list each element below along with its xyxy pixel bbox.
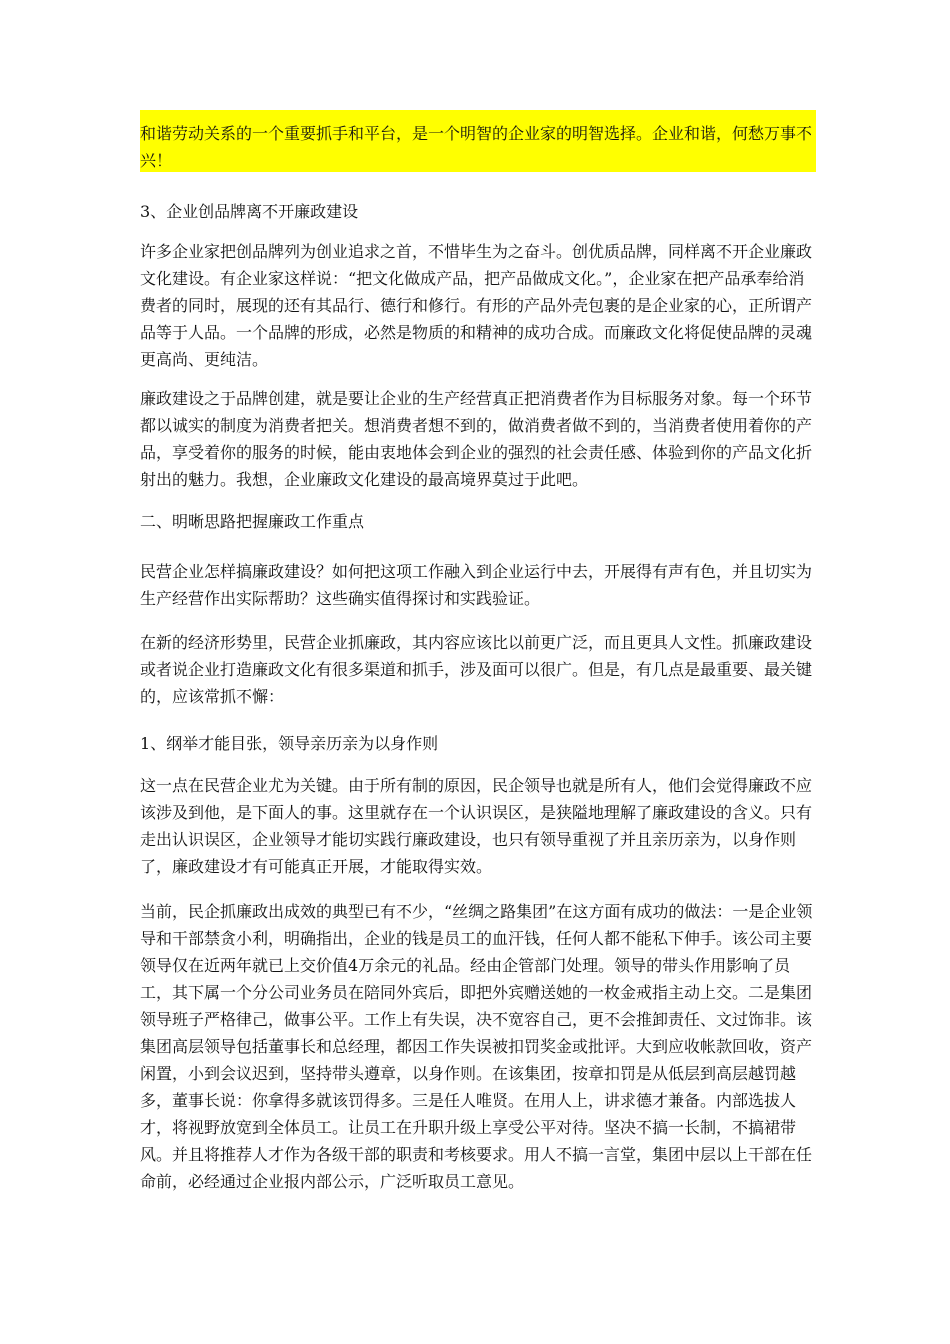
section-3-heading: 3、企业创品牌离不开廉政建设 <box>140 202 359 221</box>
paragraph-new-economic-situation: 在新的经济形势里，民营企业抓廉政，其内容应该比以前更广泛，而且更具人文性。抓廉政建设或者说企业打造廉政文化有很多渠道和抓手，涉及面可以很广。但是，有几点是最重要、最关键的，应该常抓不懈： <box>140 633 813 706</box>
section-2-heading: 二、明晰思路把握廉政工作重点 <box>140 512 365 531</box>
paragraph-private-enterprise-question: 民营企业怎样搞廉政建设？如何把这项工作融入到企业运行中去，开展得有声有色，并且切实为生产经营作出实际帮助？这些确实值得探讨和实践验证。 <box>140 562 813 608</box>
paragraph-consumer-service: 廉政建设之于品牌创建，就是要让企业的生产经营真正把消费者作为目标服务对象。每一个环节都以诚实的制度为消费者把关。想消费者想不到的，做消费者做不到的，当消费者使用着你的产品，享受着你的服务的时候，能由衷地体会到企业的强烈的社会责任感、体验到你的产品文化折射出的魅力。我想，企业廉政文化建设的最高境界莫过于此吧。 <box>140 389 813 489</box>
paragraph-brand-building: 许多企业家把创品牌列为创业追求之首，不惜毕生为之奋斗。创优质品牌，同样离不开企业廉政文化建设。有企业家这样说：“把文化做成产品，把产品做成文化。”，企业家在把产品承奉给消费者的同时，展现的还有其品行、德行和修行。有形的产品外壳包裹的是企业家的心，正所谓产品等于人品。一个品牌的形成，必然是物质的和精神的成功合成。而廉政文化将促使品牌的灵魂更高尚、更纯洁。 <box>140 242 813 369</box>
sub-heading-leadership: 1、纲举才能目张，领导亲历亲为以身作则 <box>140 734 439 753</box>
paragraph-leadership-key: 这一点在民营企业尤为关键。由于所有制的原因，民企领导也就是所有人，他们会觉得廉政不应该涉及到他，是下面人的事。这里就存在一个认识误区，是狭隘地理解了廉政建设的含义。只有走出认识误区，企业领导才能切实践行廉政建设，也只有领导重视了并且亲历亲为，以身作则了，廉政建设才有可能真正开展，才能取得实效。 <box>140 776 813 876</box>
paragraph-silk-road-group: 当前，民企抓廉政出成效的典型已有不少，“丝绸之路集团”在这方面有成功的做法：一是企业领导和干部禁贪小利，明确指出，企业的钱是员工的血汗钱，任何人都不能私下伸手。该公司主要领导仅在近两年就已上交价值4万余元的礼品。经由企管部门处理。领导的带头作用影响了员工，其下属一个分公司业务员在陪同外宾后，即把外宾赠送她的一枚金戒指主动上交。二是集团领导班子严格律己，做事公平。工作上有失误，决不宽容自己，更不会推卸责任、文过饰非。该集团高层领导包括董事长和总经理，都因工作失误被扣罚奖金或批评。大到应收帐款回收，资产闲置，小到会议迟到，坚持带头遵章，以身作则。在该集团，按章扣罚是从低层到高层越罚越多，董事长说：你拿得多就该罚得多。三是任人唯贤。在用人上，讲求德才兼备。内部选拔人才，将视野放宽到全体员工。让员工在升职升级上享受公平对待。坚决不搞一长制，不搞裙带风。并且将推荐人才作为各级干部的职责和考核要求。用人不搞一言堂，集团中层以上干部在任命前，必经通过企业报内部公示，广泛听取员工意见。 <box>140 902 813 1191</box>
highlighted-paragraph: 和谐劳动关系的一个重要抓手和平台，是一个明智的企业家的明智选择。企业和谐，何愁万事不兴！ <box>140 110 816 172</box>
